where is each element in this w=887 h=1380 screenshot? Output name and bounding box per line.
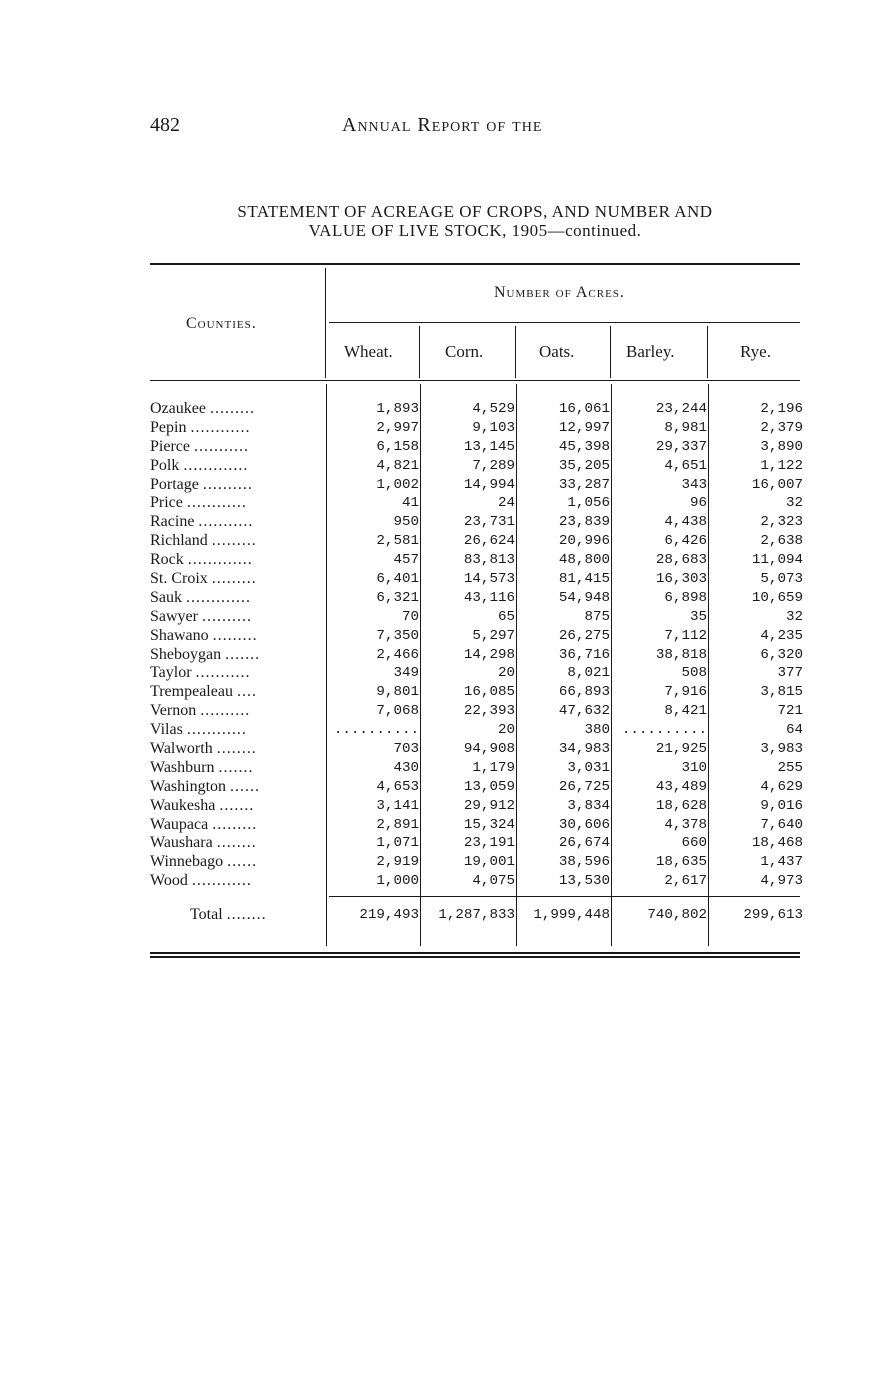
table-row (150, 796, 803, 816)
corn-cell: 16,085 (463, 684, 515, 701)
barley-cell: 38,818 (655, 646, 707, 663)
rye-cell: 32 (785, 495, 803, 512)
oats-cell: 81,415 (558, 571, 610, 588)
corn-cell: 1,179 (472, 759, 515, 776)
rye-cell: 721 (777, 703, 803, 720)
county-cell: Vernon .......... (150, 702, 251, 720)
oats-cell: 12,997 (558, 419, 610, 436)
corn-cell: 4,075 (472, 873, 515, 890)
oats-cell: 20,996 (558, 533, 610, 550)
col-header-corn: Corn. (445, 342, 484, 361)
counties-header: Counties. (186, 315, 257, 332)
rye-cell: 2,196 (760, 401, 803, 417)
county-cell: Sheboygan ....... (150, 645, 261, 663)
rye-cell: 7,640 (760, 816, 803, 833)
barley-cell: 4,378 (664, 816, 707, 833)
wheat-cell: 703 (393, 741, 419, 758)
rye-cell: 3,890 (760, 438, 803, 455)
rye-cell: 16,007 (751, 476, 803, 493)
header-bottom-rule (150, 380, 800, 381)
corn-cell: 13,059 (463, 778, 515, 795)
col-divider-2 (515, 326, 516, 378)
wheat-cell: 430 (393, 759, 419, 776)
barley-cell: 18,628 (655, 797, 707, 814)
barley-cell: 4,438 (664, 514, 707, 531)
total-wheat: 219,493 (359, 907, 419, 923)
wheat-cell: 4,653 (376, 778, 419, 795)
oats-cell: 26,275 (558, 627, 610, 644)
wheat-cell: 950 (393, 514, 419, 531)
table-row (150, 853, 803, 872)
rye-cell: 2,379 (760, 419, 803, 436)
rye-cell: 32 (785, 608, 803, 625)
wheat-cell: 2,919 (376, 854, 419, 871)
table-row (150, 475, 803, 495)
oats-cell: 3,031 (567, 759, 610, 776)
corn-cell: 94,908 (463, 741, 515, 758)
table-row (150, 683, 803, 702)
wheat-cell: 349 (393, 665, 419, 682)
county-cell: Racine ........... (150, 513, 254, 531)
table-row (150, 456, 803, 476)
total-barley: 740,802 (647, 907, 707, 923)
barley-cell: 6,898 (664, 589, 707, 606)
barley-cell: 6,426 (664, 533, 707, 550)
title-line-1: STATEMENT OF ACREAGE OF CROPS, AND NUMBER AND (237, 202, 713, 221)
county-cell: Pierce ........... (150, 437, 249, 455)
barley-cell: 21,925 (655, 741, 707, 758)
corn-cell: 23,191 (463, 835, 515, 852)
county-cell: Wood ............ (150, 872, 252, 890)
corn-cell: 4,529 (472, 401, 515, 417)
county-cell: Waupaca ......... (150, 815, 258, 833)
group-header-rule (329, 322, 800, 323)
oats-cell: 23,839 (558, 514, 610, 531)
corn-cell: 19,001 (463, 854, 515, 871)
total-rule (329, 896, 800, 897)
wheat-cell: 2,581 (376, 533, 419, 550)
table-row (150, 532, 803, 551)
rye-cell: 6,320 (760, 646, 803, 663)
table-row (150, 872, 803, 891)
table-row (150, 626, 803, 646)
wheat-cell: 6,401 (376, 571, 419, 588)
table-row (150, 513, 803, 532)
oats-cell: 26,674 (558, 835, 610, 852)
wheat-cell: 6,321 (376, 589, 419, 606)
oats-cell: 66,893 (558, 684, 610, 701)
barley-cell: 29,337 (655, 438, 707, 455)
barley-cell: 4,651 (664, 457, 707, 474)
county-cell: Sawyer .......... (150, 607, 252, 625)
wheat-cell: 4,821 (376, 457, 419, 474)
corn-cell: 29,912 (463, 797, 515, 814)
table-row (150, 437, 803, 457)
barley-cell: 310 (681, 759, 707, 776)
table-row (150, 418, 803, 438)
rye-cell: 2,638 (760, 533, 803, 550)
total-label: Total ........ (190, 906, 267, 923)
wheat-cell: 1,002 (376, 476, 419, 493)
oats-cell: 33,287 (558, 476, 610, 493)
county-cell: Walworth ........ (150, 740, 257, 758)
county-cell: Waushara ........ (150, 834, 257, 852)
corn-cell: 9,103 (472, 419, 515, 436)
barley-cell: 8,981 (664, 419, 707, 436)
barley-cell: .......... (621, 722, 707, 739)
barley-cell: 23,244 (655, 401, 707, 417)
wheat-cell: 9,801 (376, 684, 419, 701)
wheat-cell: 7,350 (376, 627, 419, 644)
rye-cell: 4,235 (760, 627, 803, 644)
col-divider-1 (419, 326, 420, 378)
total-rye: 299,613 (743, 907, 803, 923)
corn-cell: 26,624 (463, 533, 515, 550)
oats-cell: 54,948 (558, 589, 610, 606)
county-cell: Price ............ (150, 494, 247, 512)
table-title (150, 202, 800, 240)
total-corn: 1,287,833 (438, 907, 515, 923)
table-row (150, 494, 803, 513)
table-row (150, 777, 803, 797)
barley-cell: 18,635 (655, 854, 707, 871)
table-row (150, 588, 803, 608)
barley-cell: 35 (689, 608, 707, 625)
title-line-2: VALUE OF LIVE STOCK, 1905—continued. (308, 221, 642, 240)
corn-cell: 83,813 (463, 552, 515, 569)
wheat-cell: 2,466 (376, 646, 419, 663)
table-bottom-rule-1 (150, 952, 800, 954)
oats-cell: 3,834 (567, 797, 610, 814)
table-top-rule (150, 263, 800, 265)
oats-cell: 34,983 (558, 741, 610, 758)
rye-cell: 4,629 (760, 778, 803, 795)
table-row (150, 758, 803, 778)
county-cell: Rock ............. (150, 551, 253, 569)
page-number: 482 (150, 114, 180, 136)
barley-cell: 660 (681, 835, 707, 852)
rye-cell: 377 (777, 665, 803, 682)
oats-cell: 48,800 (558, 552, 610, 569)
barley-cell: 7,112 (664, 627, 707, 644)
oats-cell: 8,021 (567, 665, 610, 682)
rye-cell: 3,983 (760, 741, 803, 758)
oats-cell: 380 (584, 722, 610, 739)
corn-cell: 14,298 (463, 646, 515, 663)
corn-cell: 14,994 (463, 476, 515, 493)
county-cell: Washburn ....... (150, 758, 254, 776)
corn-cell: 24 (497, 495, 515, 512)
rye-cell: 11,094 (751, 552, 803, 569)
col-header-rye: Rye. (740, 342, 771, 361)
barley-cell: 508 (681, 665, 707, 682)
corn-cell: 14,573 (463, 571, 515, 588)
counties-divider (325, 268, 326, 378)
rye-cell: 1,437 (760, 854, 803, 871)
county-cell: Vilas ............ (150, 721, 247, 739)
barley-cell: 96 (689, 495, 707, 512)
table-row (150, 607, 803, 627)
corn-cell: 13,145 (463, 438, 515, 455)
table-row (150, 702, 803, 721)
county-cell: Taylor ........... (150, 664, 251, 682)
corn-cell: 22,393 (463, 703, 515, 720)
wheat-cell: 1,071 (376, 835, 419, 852)
barley-cell: 43,489 (655, 778, 707, 795)
number-of-acres-header: Number of Acres. (494, 284, 625, 301)
col-header-wheat: Wheat. (344, 342, 393, 361)
county-cell: Ozaukee ......... (150, 400, 255, 417)
corn-cell: 65 (497, 608, 515, 625)
table-body (150, 400, 803, 891)
oats-cell: 1,056 (567, 495, 610, 512)
col-divider-4 (707, 326, 708, 378)
wheat-cell: 1,000 (376, 873, 419, 890)
oats-cell: 16,061 (558, 401, 610, 417)
oats-cell: 875 (584, 608, 610, 625)
oats-cell: 38,596 (558, 854, 610, 871)
oats-cell: 36,716 (558, 646, 610, 663)
col-header-barley: Barley. (626, 342, 675, 361)
rye-cell: 5,073 (760, 571, 803, 588)
county-cell: Winnebago ...... (150, 853, 258, 871)
county-cell: Pepin ............ (150, 418, 251, 436)
wheat-cell: 457 (393, 552, 419, 569)
rye-cell: 2,323 (760, 514, 803, 531)
table-row (150, 400, 803, 419)
table-row (150, 570, 803, 589)
county-cell: Sauk ............. (150, 588, 251, 606)
oats-cell: 13,530 (558, 873, 610, 890)
wheat-cell: .......... (333, 722, 419, 739)
wheat-cell: 1,893 (376, 401, 419, 417)
county-cell: Richland ......... (150, 532, 257, 550)
corn-cell: 20 (497, 665, 515, 682)
county-cell: Portage .......... (150, 475, 253, 493)
oats-cell: 47,632 (558, 703, 610, 720)
running-head: Annual Report of the (342, 114, 543, 136)
table-row (150, 664, 803, 683)
county-cell: Waukesha ....... (150, 796, 255, 814)
wheat-cell: 6,158 (376, 438, 419, 455)
barley-cell: 28,683 (655, 552, 707, 569)
county-cell: Trempealeau .... (150, 683, 257, 701)
col-divider-3 (610, 326, 611, 378)
wheat-cell: 7,068 (376, 703, 419, 720)
barley-cell: 343 (681, 476, 707, 493)
county-cell: Shawano ......... (150, 626, 258, 644)
rye-cell: 1,122 (760, 457, 803, 474)
table-row (150, 815, 803, 835)
oats-cell: 30,606 (558, 816, 610, 833)
wheat-cell: 3,141 (376, 797, 419, 814)
barley-cell: 8,421 (664, 703, 707, 720)
rye-cell: 4,973 (760, 873, 803, 890)
wheat-cell: 41 (401, 495, 419, 512)
total-oats: 1,999,448 (533, 907, 610, 923)
corn-cell: 7,289 (472, 457, 515, 474)
rye-cell: 64 (785, 722, 803, 739)
wheat-cell: 2,997 (376, 419, 419, 436)
corn-cell: 43,116 (463, 589, 515, 606)
col-header-oats: Oats. (539, 342, 575, 361)
rye-cell: 10,659 (751, 589, 803, 606)
county-cell: Polk ............. (150, 456, 249, 474)
county-cell: St. Croix ......... (150, 570, 257, 588)
corn-cell: 20 (497, 722, 515, 739)
table-row (150, 551, 803, 570)
barley-cell: 7,916 (664, 684, 707, 701)
oats-cell: 26,725 (558, 778, 610, 795)
total-row (150, 904, 803, 926)
wheat-cell: 70 (401, 608, 419, 625)
table-row (150, 645, 803, 665)
wheat-cell: 2,891 (376, 816, 419, 833)
barley-cell: 16,303 (655, 571, 707, 588)
rye-cell: 255 (777, 759, 803, 776)
table-row (150, 834, 803, 853)
rye-cell: 9,016 (760, 797, 803, 814)
oats-cell: 35,205 (558, 457, 610, 474)
corn-cell: 5,297 (472, 627, 515, 644)
barley-cell: 2,617 (664, 873, 707, 890)
rye-cell: 3,815 (760, 684, 803, 701)
corn-cell: 15,324 (463, 816, 515, 833)
oats-cell: 45,398 (558, 438, 610, 455)
rye-cell: 18,468 (751, 835, 803, 852)
county-cell: Washington ...... (150, 777, 261, 795)
table-row (150, 740, 803, 759)
table-bottom-rule-2 (150, 956, 800, 958)
corn-cell: 23,731 (463, 514, 515, 531)
table-row (150, 721, 803, 740)
